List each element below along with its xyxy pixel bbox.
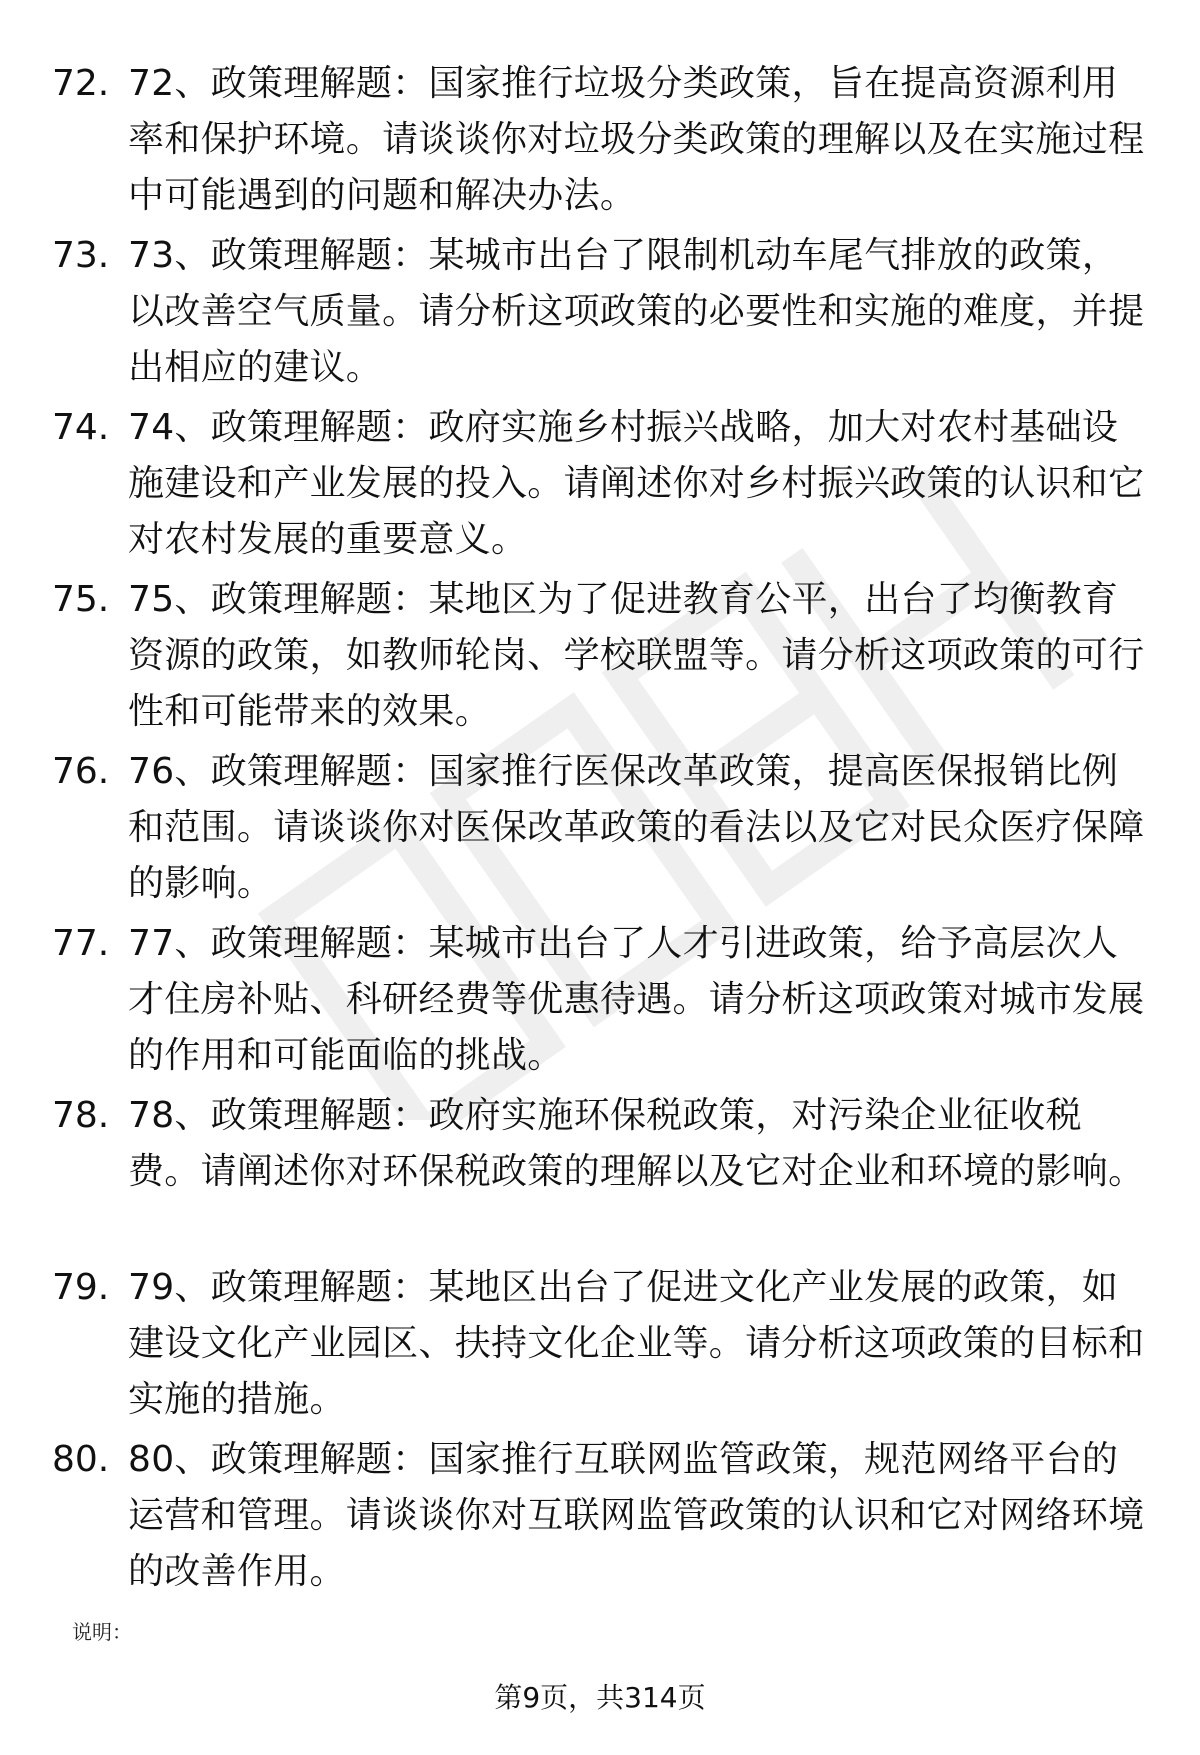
question-number: 76. <box>52 751 110 792</box>
question-text: 74、政策理解题：政府实施乡村振兴战略，加大对农村基础设施建设和产业发展的投入。请阐述你对乡村振兴政策的认识和它对农村发展的重要意义。 <box>128 407 1145 560</box>
list-item <box>0 228 1200 400</box>
question-number: 74. <box>52 407 110 448</box>
question-number: 73. <box>52 235 110 276</box>
list-item <box>0 1432 1200 1604</box>
question-text: 80、政策理解题：国家推行互联网监管政策，规范网络平台的运营和管理。请谈谈你对互联网监管政策的认识和它对网络环境的改善作用。 <box>128 1439 1145 1592</box>
question-number: 80. <box>52 1439 110 1480</box>
list-item <box>0 56 1200 228</box>
question-number: 79. <box>52 1267 110 1308</box>
list-item <box>0 744 1200 916</box>
question-text: 73、政策理解题：某城市出台了限制机动车尾气排放的政策，以改善空气质量。请分析这项政策的必要性和实施的难度，并提出相应的建议。 <box>128 235 1145 388</box>
question-text: 72、政策理解题：国家推行垃圾分类政策，旨在提高资源利用率和保护环境。请谈谈你对垃圾分类政策的理解以及在实施过程中可能遇到的问题和解决办法。 <box>128 63 1145 216</box>
list-item <box>0 1088 1200 1260</box>
list-item <box>0 400 1200 572</box>
question-number: 78. <box>52 1095 110 1136</box>
list-item <box>0 572 1200 744</box>
note-label: 说明： <box>72 1620 132 1644</box>
question-text: 75、政策理解题：某地区为了促进教育公平，出台了均衡教育资源的政策，如教师轮岗、学校联盟等。请分析这项政策的可行性和可能带来的效果。 <box>128 579 1145 732</box>
question-text: 76、政策理解题：国家推行医保改革政策，提高医保报销比例和范围。请谈谈你对医保改革政策的看法以及它对民众医疗保障的影响。 <box>128 751 1145 904</box>
list-item <box>0 1260 1200 1432</box>
question-text: 78、政策理解题：政府实施环保税政策，对污染企业征收税费。请阐述你对环保税政策的理解以及它对企业和环境的影响。 <box>128 1095 1145 1192</box>
list-item <box>0 916 1200 1088</box>
question-list <box>0 56 1200 1604</box>
question-number: 77. <box>52 923 110 964</box>
question-text: 79、政策理解题：某地区出台了促进文化产业发展的政策，如建设文化产业园区、扶持文化企业等。请分析这项政策的目标和实施的措施。 <box>128 1267 1145 1420</box>
question-number: 72. <box>52 63 110 104</box>
page-footer: 第9页，共314页 <box>494 1681 706 1714</box>
question-text: 77、政策理解题：某城市出台了人才引进政策，给予高层次人才住房补贴、科研经费等优惠待遇。请分析这项政策对城市发展的作用和可能面临的挑战。 <box>128 923 1145 1076</box>
question-number: 75. <box>52 579 110 620</box>
